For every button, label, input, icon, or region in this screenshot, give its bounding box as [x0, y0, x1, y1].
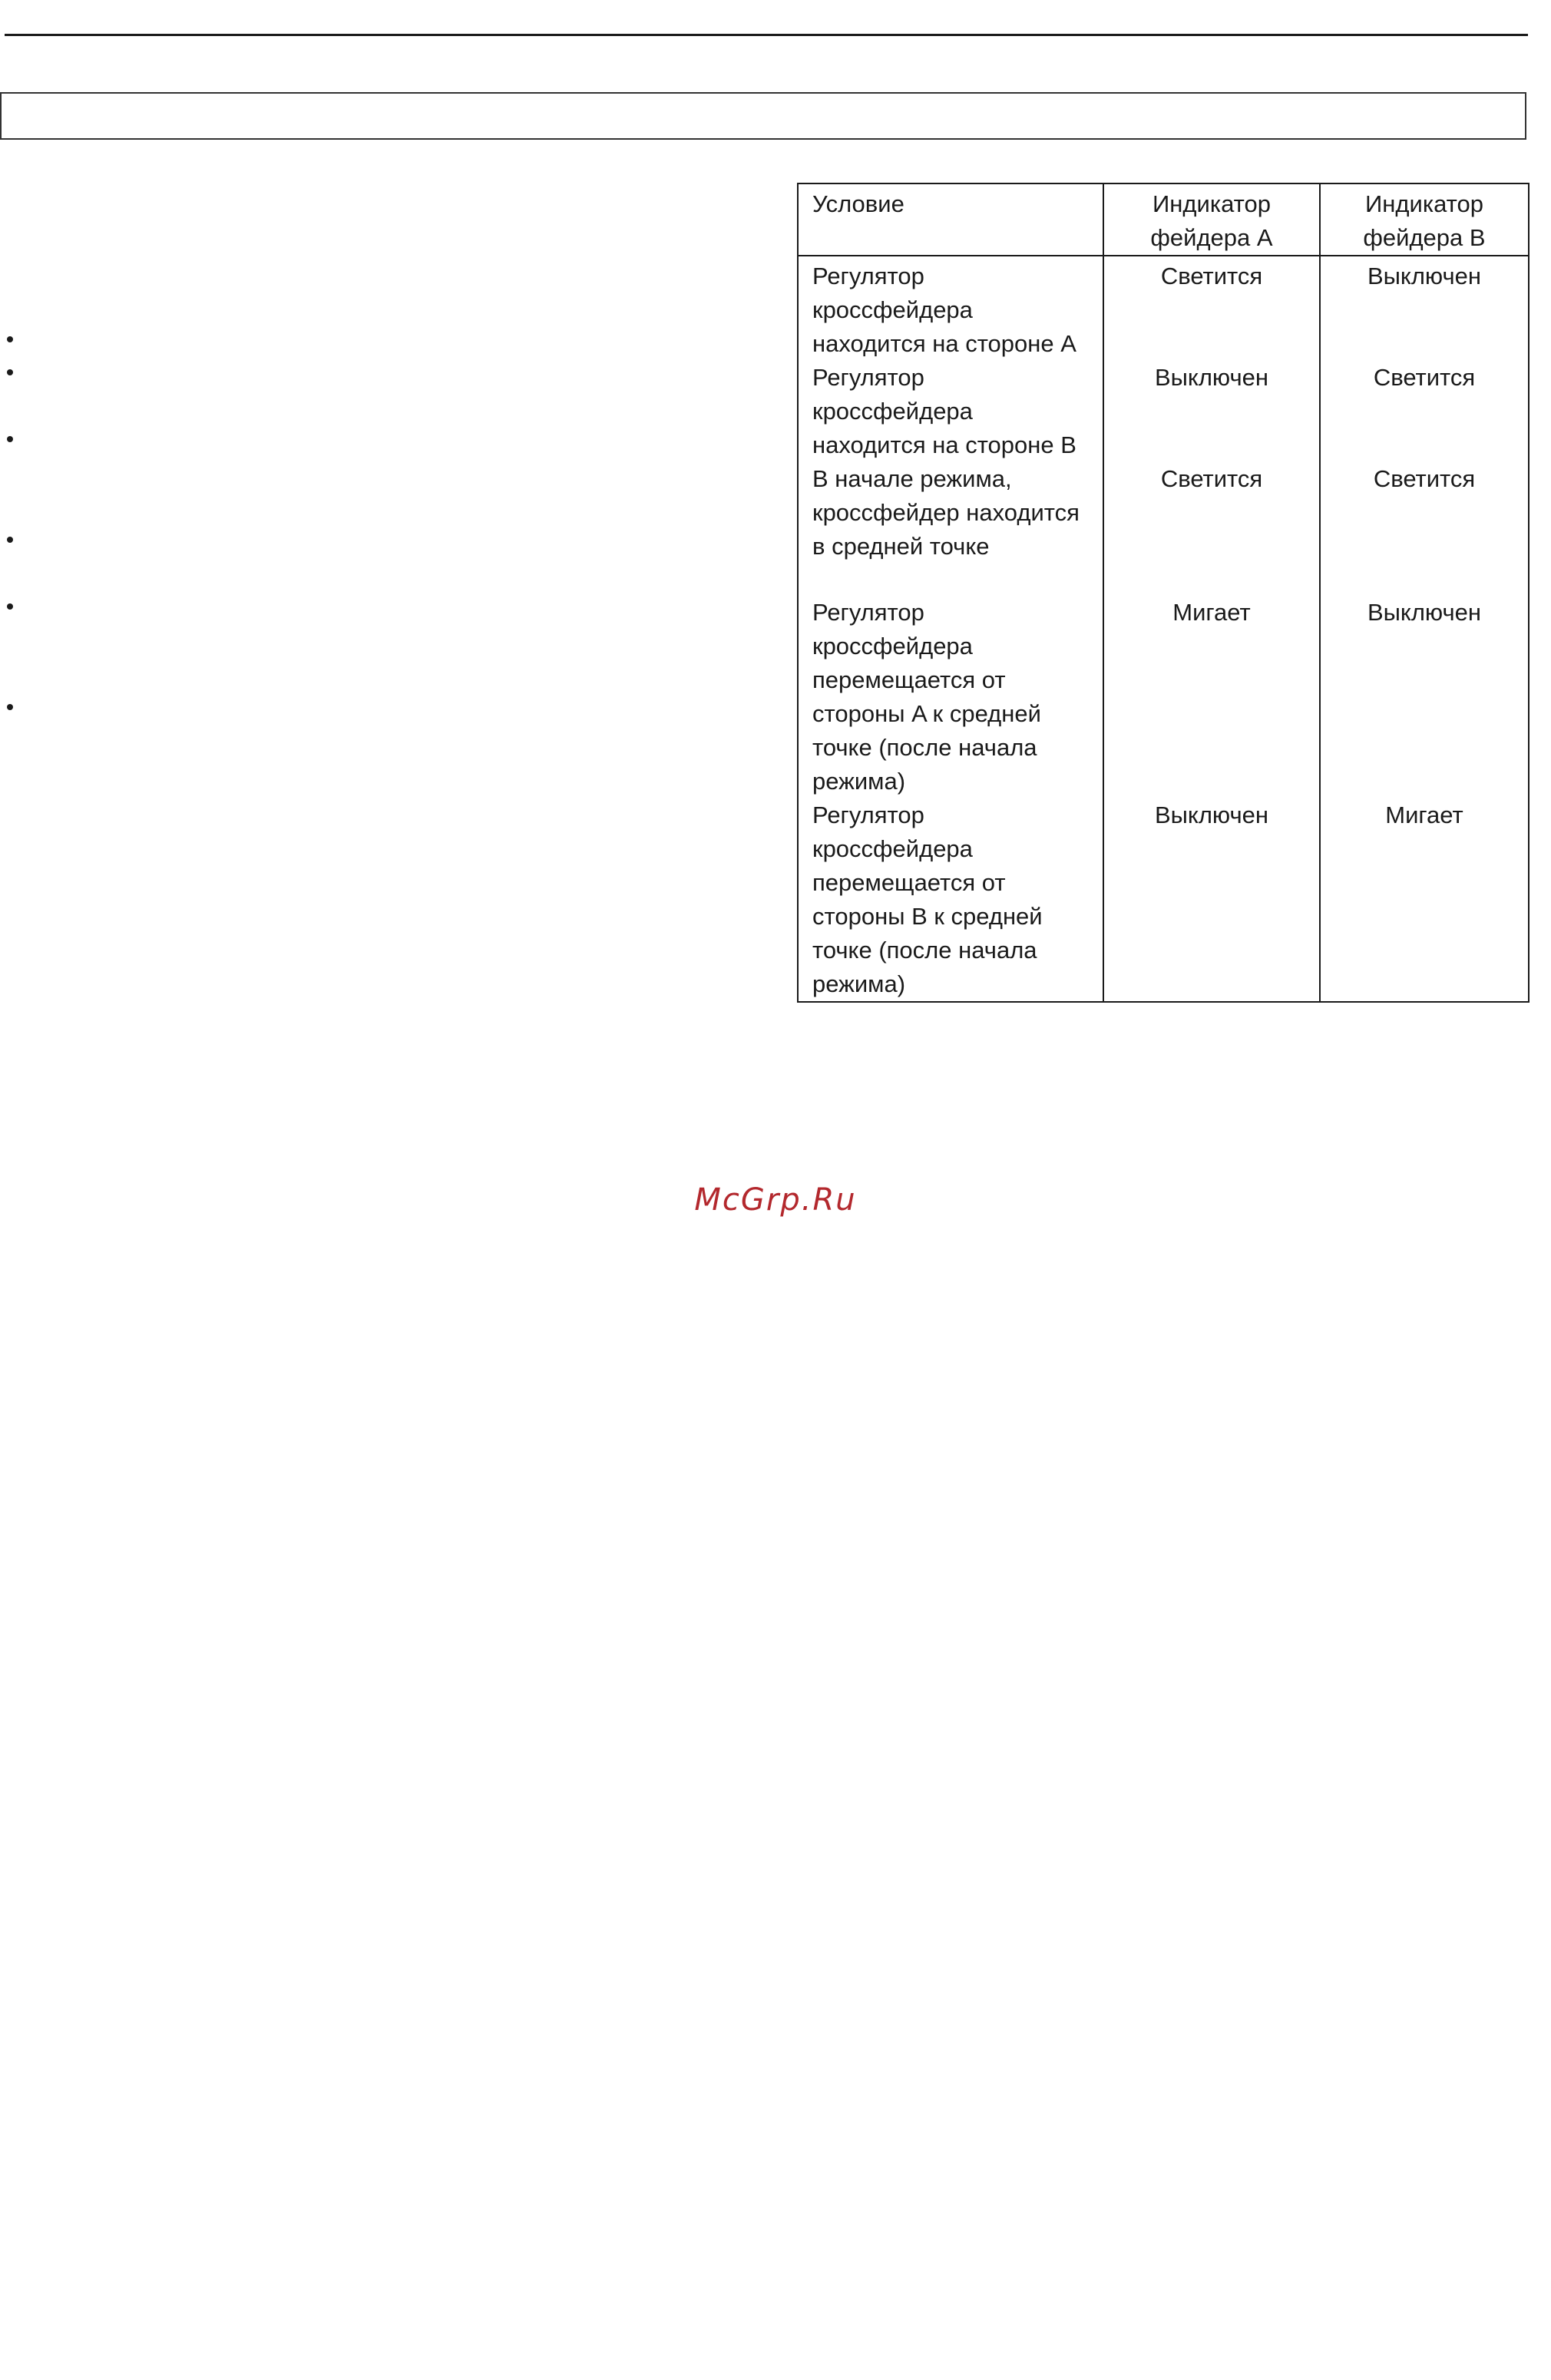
table-row [798, 361, 1529, 462]
indicator-a-cell: Светится [1103, 256, 1320, 361]
indicator-a-cell: Светится [1103, 462, 1320, 596]
bullet-marker [7, 436, 13, 442]
section-header-box [0, 92, 1526, 140]
indicator-a-cell: Мигает [1103, 596, 1320, 798]
watermark-text: McGrp.Ru [694, 1182, 857, 1218]
bullet-marker [7, 537, 13, 543]
table-row [798, 256, 1529, 361]
bullet-marker [7, 704, 13, 710]
indicator-table [797, 183, 1530, 1003]
condition-cell: Регулятор кроссфейдера находится на стороне A [798, 256, 1103, 361]
condition-cell: Регулятор кроссфейдера находится на стороне B [798, 361, 1103, 462]
indicator-b-cell: Светится [1320, 462, 1529, 596]
indicator-a-cell: Выключен [1103, 798, 1320, 1002]
header-indicator-b: Индикатор фейдера B [1320, 183, 1529, 256]
bullet-list [0, 0, 31, 768]
indicator-b-cell: Светится [1320, 361, 1529, 462]
bullet-marker [7, 369, 13, 375]
table-header-row [798, 183, 1529, 256]
bullet-marker [7, 336, 13, 342]
indicator-b-cell: Выключен [1320, 596, 1529, 798]
header-indicator-a: Индикатор фейдера A [1103, 183, 1320, 256]
indicator-a-cell: Выключен [1103, 361, 1320, 462]
condition-cell: В начале режима, кроссфейдер находится в средней точке [798, 462, 1103, 596]
table-row [798, 462, 1529, 596]
indicator-table-wrapper [797, 183, 1528, 1003]
condition-cell: Регулятор кроссфейдера перемещается от стороны B к средней точке (после начала режима) [798, 798, 1103, 1002]
table-row [798, 596, 1529, 798]
indicator-b-cell: Выключен [1320, 256, 1529, 361]
table-row [798, 798, 1529, 1002]
header-condition: Условие [798, 183, 1103, 256]
top-rule [5, 34, 1528, 36]
bullet-marker [7, 603, 13, 610]
indicator-b-cell: Мигает [1320, 798, 1529, 1002]
condition-cell: Регулятор кроссфейдера перемещается от стороны A к средней точке (после начала режима) [798, 596, 1103, 798]
